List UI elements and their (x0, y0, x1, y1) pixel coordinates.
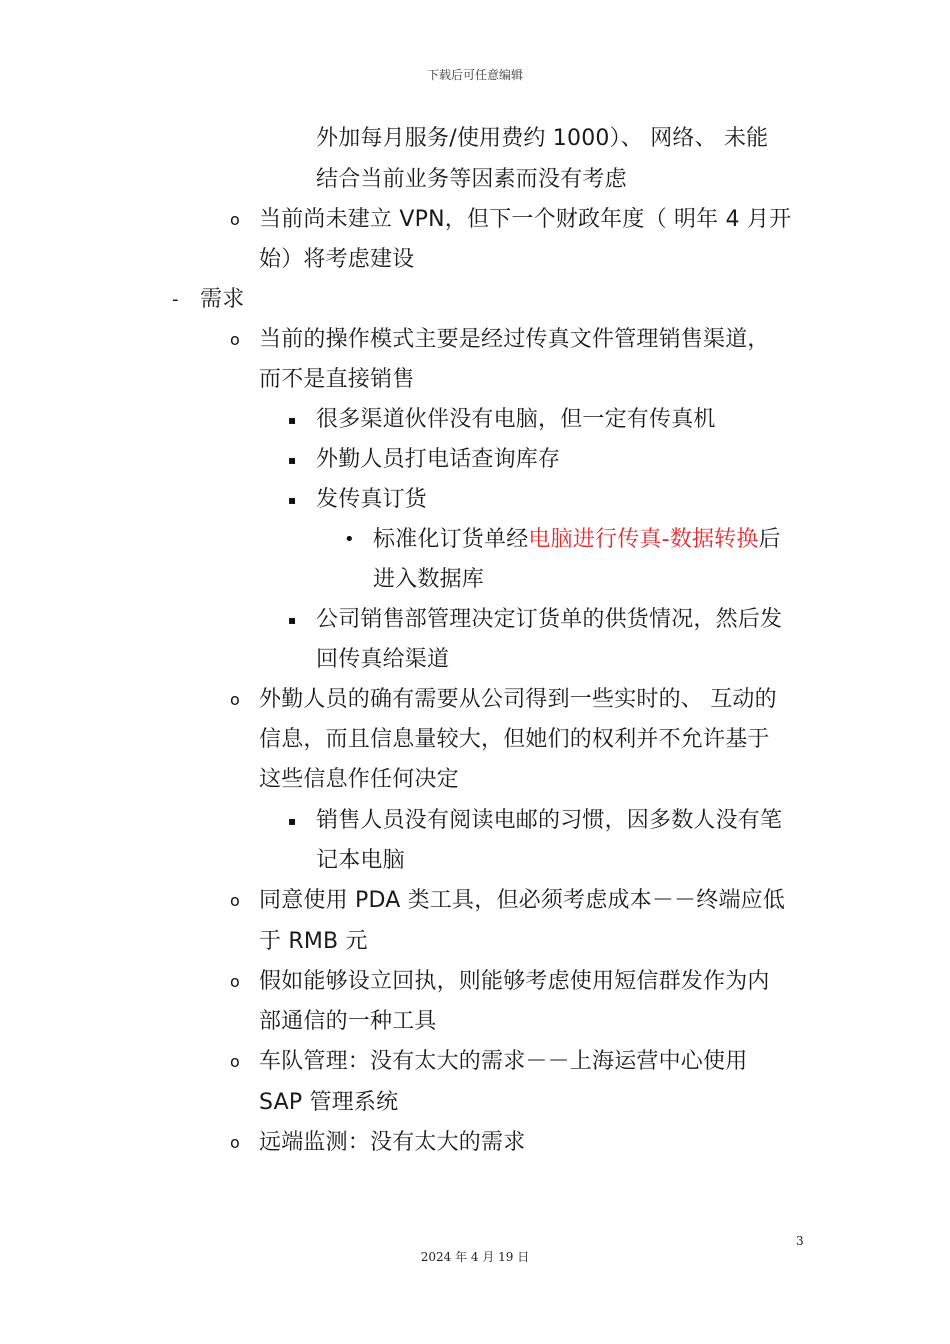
text-line: 公司销售部管理决定订货单的供货情况，然后发 (316, 607, 783, 632)
text-line: 部通信的一种工具 (259, 1009, 437, 1034)
text-line: 这些信息作任何决定 (259, 767, 459, 792)
circle-bullet-icon: o (230, 891, 240, 910)
circle-bullet-icon: o (230, 972, 240, 991)
text-line: 当前尚未建立 VPN，但下一个财政年度（ 明年 4 月开 (259, 207, 792, 232)
text-line: 假如能够设立回执，则能够考虑使用短信群发作为内 (259, 969, 770, 994)
circle-bullet-icon: o (230, 330, 240, 349)
text-line: 外勤人员的确有需要从公司得到一些实时的、 互动的 (259, 687, 777, 712)
circle-bullet-icon: o (230, 210, 240, 229)
highlighted-text: 电脑进行传真-数据转换 (528, 527, 759, 552)
text-line: 很多渠道伙伴没有电脑，但一定有传真机 (316, 407, 716, 432)
square-bullet-icon: ▪ (288, 493, 297, 507)
text-line: 结合当前业务等因素而没有考虑 (316, 167, 627, 192)
circle-bullet-icon: o (230, 1133, 240, 1152)
text-line: 外加每月服务/使用费约 1000）、 网络、 未能 (316, 126, 769, 151)
text-segment: 后 (758, 527, 781, 552)
text-line: SAP 管理系统 (259, 1090, 399, 1115)
text-line (373, 520, 781, 560)
text-line: 于 RMB 元 (259, 929, 368, 954)
square-bullet-icon: ▪ (288, 613, 297, 627)
text-segment: 标准化订货单经 (373, 527, 529, 552)
footer-date: 2024 年 4 月 19 日 (420, 1250, 530, 1264)
square-bullet-icon: ▪ (288, 453, 297, 467)
circle-bullet-icon: o (230, 690, 240, 709)
text-line: 进入数据库 (373, 567, 485, 592)
text-line: 回传真给渠道 (316, 647, 450, 672)
square-bullet-icon: ▪ (288, 814, 297, 828)
page-number: 3 (796, 1234, 804, 1248)
text-line: 远端监测：没有太大的需求 (259, 1130, 526, 1155)
text-line: 当前的操作模式主要是经过传真文件管理销售渠道， (259, 327, 770, 352)
dot-bullet-icon: • (344, 529, 355, 550)
text-line: 发传真订货 (316, 487, 428, 512)
circle-bullet-icon: o (230, 1052, 240, 1071)
text-line: 同意使用 PDA 类工具，但必须考虑成本－－终端应低 (259, 888, 786, 913)
text-line: 车队管理：没有太大的需求－－上海运营中心使用 (259, 1049, 748, 1074)
square-bullet-icon: ▪ (288, 413, 297, 427)
text-line: 始）将考虑建设 (259, 247, 415, 272)
text-line: 记本电脑 (316, 848, 405, 873)
text-line: 销售人员没有阅读电邮的习惯，因多数人没有笔 (316, 808, 783, 833)
page-header: 下载后可任意编辑 (426, 68, 523, 82)
text-line: 而不是直接销售 (259, 367, 415, 392)
section-heading: 需求 (200, 287, 245, 312)
text-line: 信息，而且信息量较大，但她们的权利并不允许基于 (259, 727, 770, 752)
dash-bullet-icon: - (172, 289, 179, 310)
text-line: 外勤人员打电话查询库存 (316, 447, 561, 472)
